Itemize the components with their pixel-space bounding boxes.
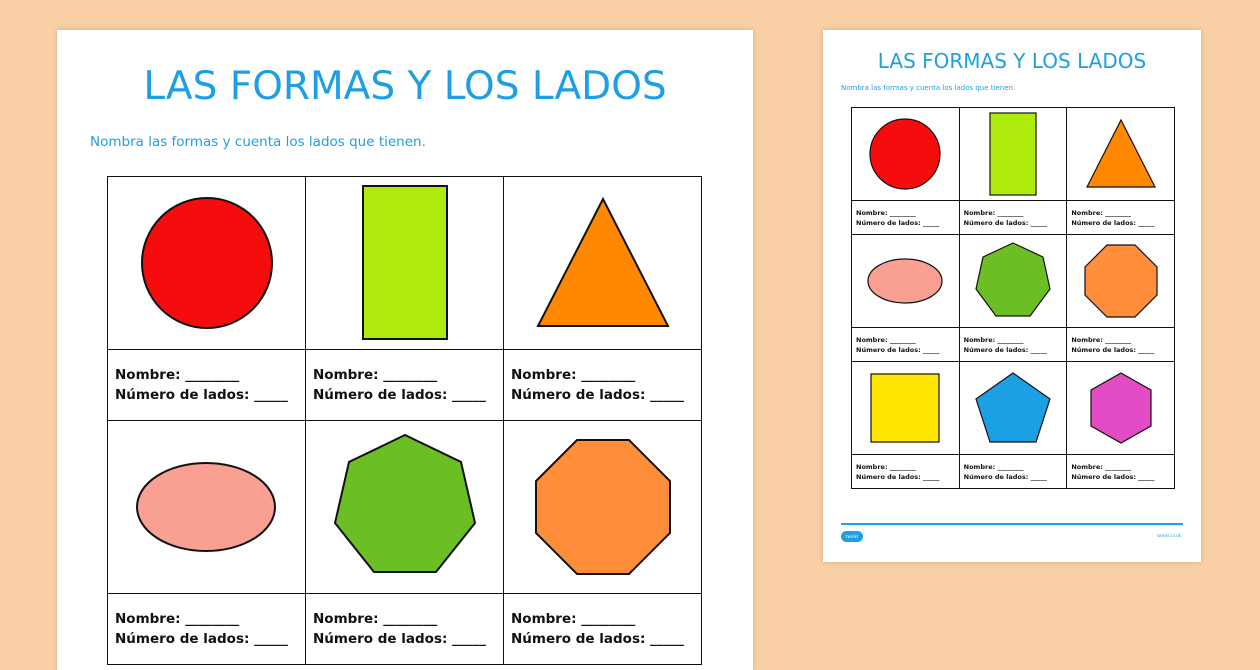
page-id: twinkl.co.uk [1157,533,1181,538]
shape-cell [108,421,306,594]
name-label: Nombre: ________ [856,208,916,217]
oval-shape [868,259,942,303]
name-label: Nombre: ________ [856,335,916,344]
shape-cell [1067,108,1175,201]
shape-cell [852,235,960,328]
oval-icon [134,460,279,555]
pentagon-shape [976,373,1050,442]
sides-label: Número de lados: _____ [313,631,486,647]
sides-label: Número de lados: _____ [856,218,940,227]
name-label: Nombre: ________ [963,335,1024,344]
hexagon-icon [1088,371,1154,445]
name-label: Nombre: ________ [115,611,240,627]
label-cell [1067,328,1175,362]
name-label: Nombre: ________ [511,611,636,627]
page-title: LAS FORMAS Y LOS LADOS [877,49,1147,73]
shape-cell [959,108,1067,201]
heptagon-shape [976,243,1050,316]
sides-label: Número de lados: _____ [963,218,1047,227]
shape-cell [504,421,702,594]
circle-icon [867,116,943,192]
shape-cell [306,177,504,350]
shapes-grid [107,176,702,665]
label-cell [306,594,504,665]
rectangle-shape [990,113,1036,195]
oval-icon [866,257,944,305]
shape-cell [306,421,504,594]
label-cell [852,201,960,235]
sides-label: Número de lados: _____ [115,631,288,647]
shape-cell [1067,235,1175,328]
label-cell [504,594,702,665]
sides-label: Número de lados: _____ [313,387,486,403]
sides-label: Número de lados: _____ [1071,472,1155,481]
octagon-icon [1083,243,1159,319]
name-label: Nombre: ________ [1071,462,1132,471]
heptagon-shape [335,435,475,572]
triangle-icon [533,196,673,331]
label-cell [108,594,306,665]
twinkl-logo: twinkl [841,531,863,542]
shapes-grid [851,107,1175,489]
oval-shape [137,463,275,551]
name-label: Nombre: ________ [1071,335,1132,344]
page-title: LAS FORMAS Y LOS LADOS [143,64,667,109]
shape-cell [852,108,960,201]
sides-label: Número de lados: _____ [1071,218,1155,227]
sides-label: Número de lados: _____ [963,472,1047,481]
sides-label: Número de lados: _____ [856,472,940,481]
instruction-text: Nombra las formas y cuenta los lados que tienen. [90,134,426,150]
octagon-shape [1085,245,1157,317]
shape-cell [959,362,1067,455]
name-label: Nombre: ________ [1071,208,1132,217]
shape-cell [959,235,1067,328]
name-label: Nombre: ________ [313,611,438,627]
shape-cell [852,362,960,455]
triangle-shape [538,199,668,326]
shape-cell [1067,362,1175,455]
octagon-shape [536,440,670,574]
octagon-icon [533,437,673,577]
sides-label: Número de lados: _____ [511,631,684,647]
label-cell [108,350,306,421]
square-icon [869,372,941,444]
name-label: Nombre: ________ [313,367,438,383]
rectangle-icon [988,111,1038,197]
label-cell [852,328,960,362]
rectangle-icon [360,183,450,343]
sides-label: Número de lados: _____ [963,345,1047,354]
triangle-icon [1084,118,1158,190]
label-cell [306,350,504,421]
shape-cell [108,177,306,350]
label-cell [959,455,1067,489]
footer-divider [841,523,1183,525]
triangle-shape [1087,120,1155,187]
pentagon-icon [974,371,1052,445]
label-cell [1067,455,1175,489]
label-cell [959,201,1067,235]
sides-label: Número de lados: _____ [511,387,684,403]
heptagon-icon [973,241,1053,321]
circle-shape [870,119,940,189]
name-label: Nombre: ________ [856,462,916,471]
name-label: Nombre: ________ [511,367,636,383]
sides-label: Número de lados: _____ [1071,345,1155,354]
sides-label: Número de lados: _____ [856,345,940,354]
label-cell [1067,201,1175,235]
label-cell [959,328,1067,362]
label-cell [504,350,702,421]
name-label: Nombre: ________ [963,462,1024,471]
shape-cell [504,177,702,350]
circle-shape [142,198,272,328]
instruction-text: Nombra las formas y cuenta los lados que tienen. [841,84,1016,92]
heptagon-icon [330,432,480,582]
sides-label: Número de lados: _____ [115,387,288,403]
worksheet-preview [823,30,1201,562]
circle-icon [137,193,277,333]
name-label: Nombre: ________ [963,208,1024,217]
name-label: Nombre: ________ [115,367,240,383]
worksheet-large [57,30,753,670]
label-cell [852,455,960,489]
square-shape [871,374,939,442]
rectangle-shape [363,186,447,339]
hexagon-shape [1091,373,1151,443]
